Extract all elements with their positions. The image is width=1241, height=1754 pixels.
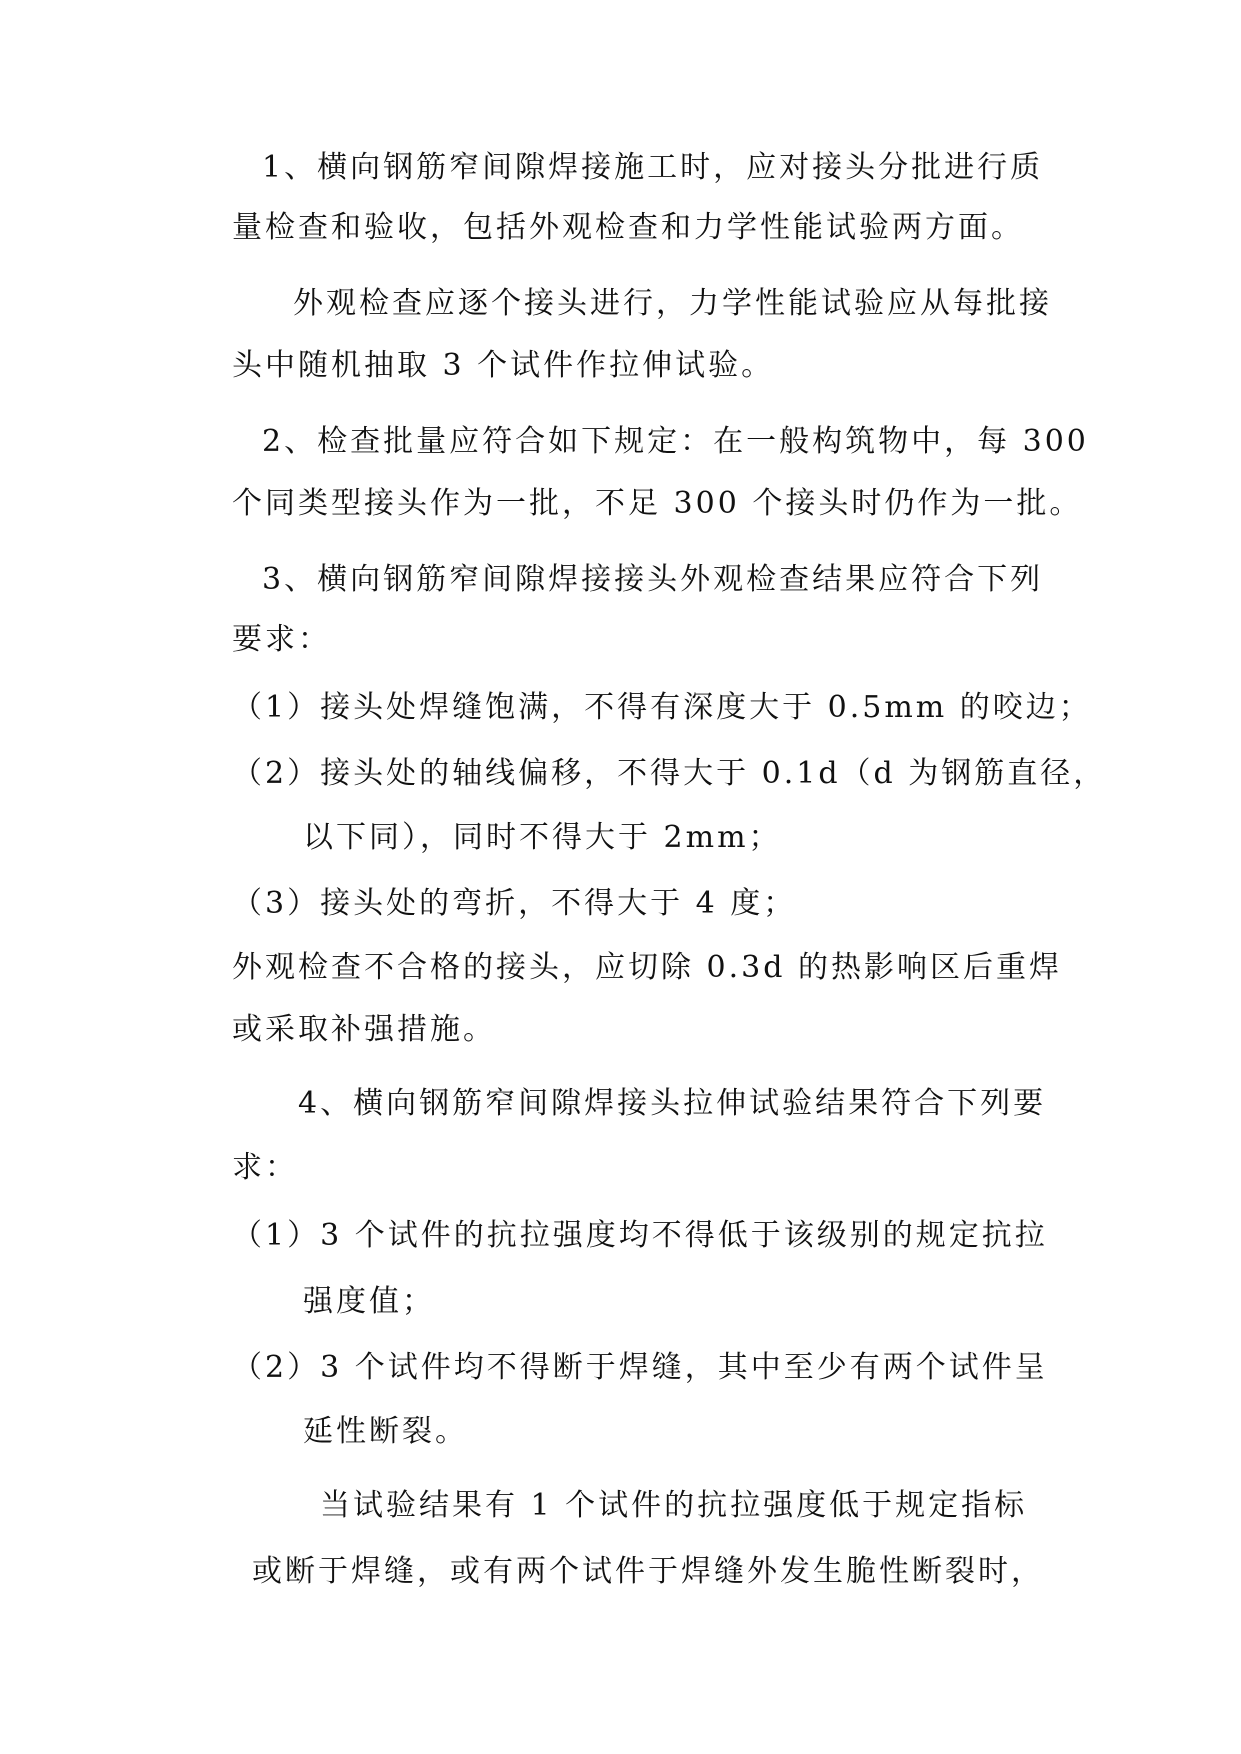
text-line: 头中随机抽取 3 个试件作拉伸试验。 [232,348,775,383]
text-line: （2）3 个试件均不得断于焊缝，其中至少有两个试件呈 [232,1350,1048,1385]
text-line: 2、检查批量应符合如下规定：在一般构筑物中，每 300 [262,424,1089,459]
text-line: （3）接头处的弯折，不得大于 4 度； [232,886,797,921]
text-line: 3、横向钢筋窄间隙焊接接头外观检查结果应符合下列 [262,562,1044,597]
text-line: 或采取补强措施。 [232,1012,496,1047]
text-line: 外观检查不合格的接头，应切除 0.3d 的热影响区后重焊 [232,950,1062,985]
text-line: （2）接头处的轴线偏移，不得大于 0.1d（d 为钢筋直径， [232,756,1107,791]
text-line: 要求： [232,622,331,657]
text-line: 或断于焊缝，或有两个试件于焊缝外发生脆性断裂时， [252,1554,1044,1589]
text-line: 1、横向钢筋窄间隙焊接施工时，应对接头分批进行质 [262,150,1044,185]
text-line: 外观检查应逐个接头进行，力学性能试验应从每批接 [293,286,1052,321]
text-line: 4、横向钢筋窄间隙焊接头拉伸试验结果符合下列要 [298,1086,1047,1121]
text-line: 个同类型接头作为一批，不足 300 个接头时仍作为一批。 [232,486,1083,521]
text-line: （1）3 个试件的抗拉强度均不得低于该级别的规定抗拉 [232,1218,1048,1253]
text-line: 量检查和验收，包括外观检查和力学性能试验两方面。 [232,210,1024,245]
text-line: 当试验结果有 1 个试件的抗拉强度低于规定指标 [320,1488,1028,1523]
text-line: 求： [232,1150,298,1185]
text-line: 延性断裂。 [303,1414,468,1449]
text-line: （1）接头处焊缝饱满，不得有深度大于 0.5mm 的咬边； [232,690,1092,725]
text-line: 强度值； [303,1284,435,1319]
text-line: 以下同），同时不得大于 2mm； [303,820,782,855]
